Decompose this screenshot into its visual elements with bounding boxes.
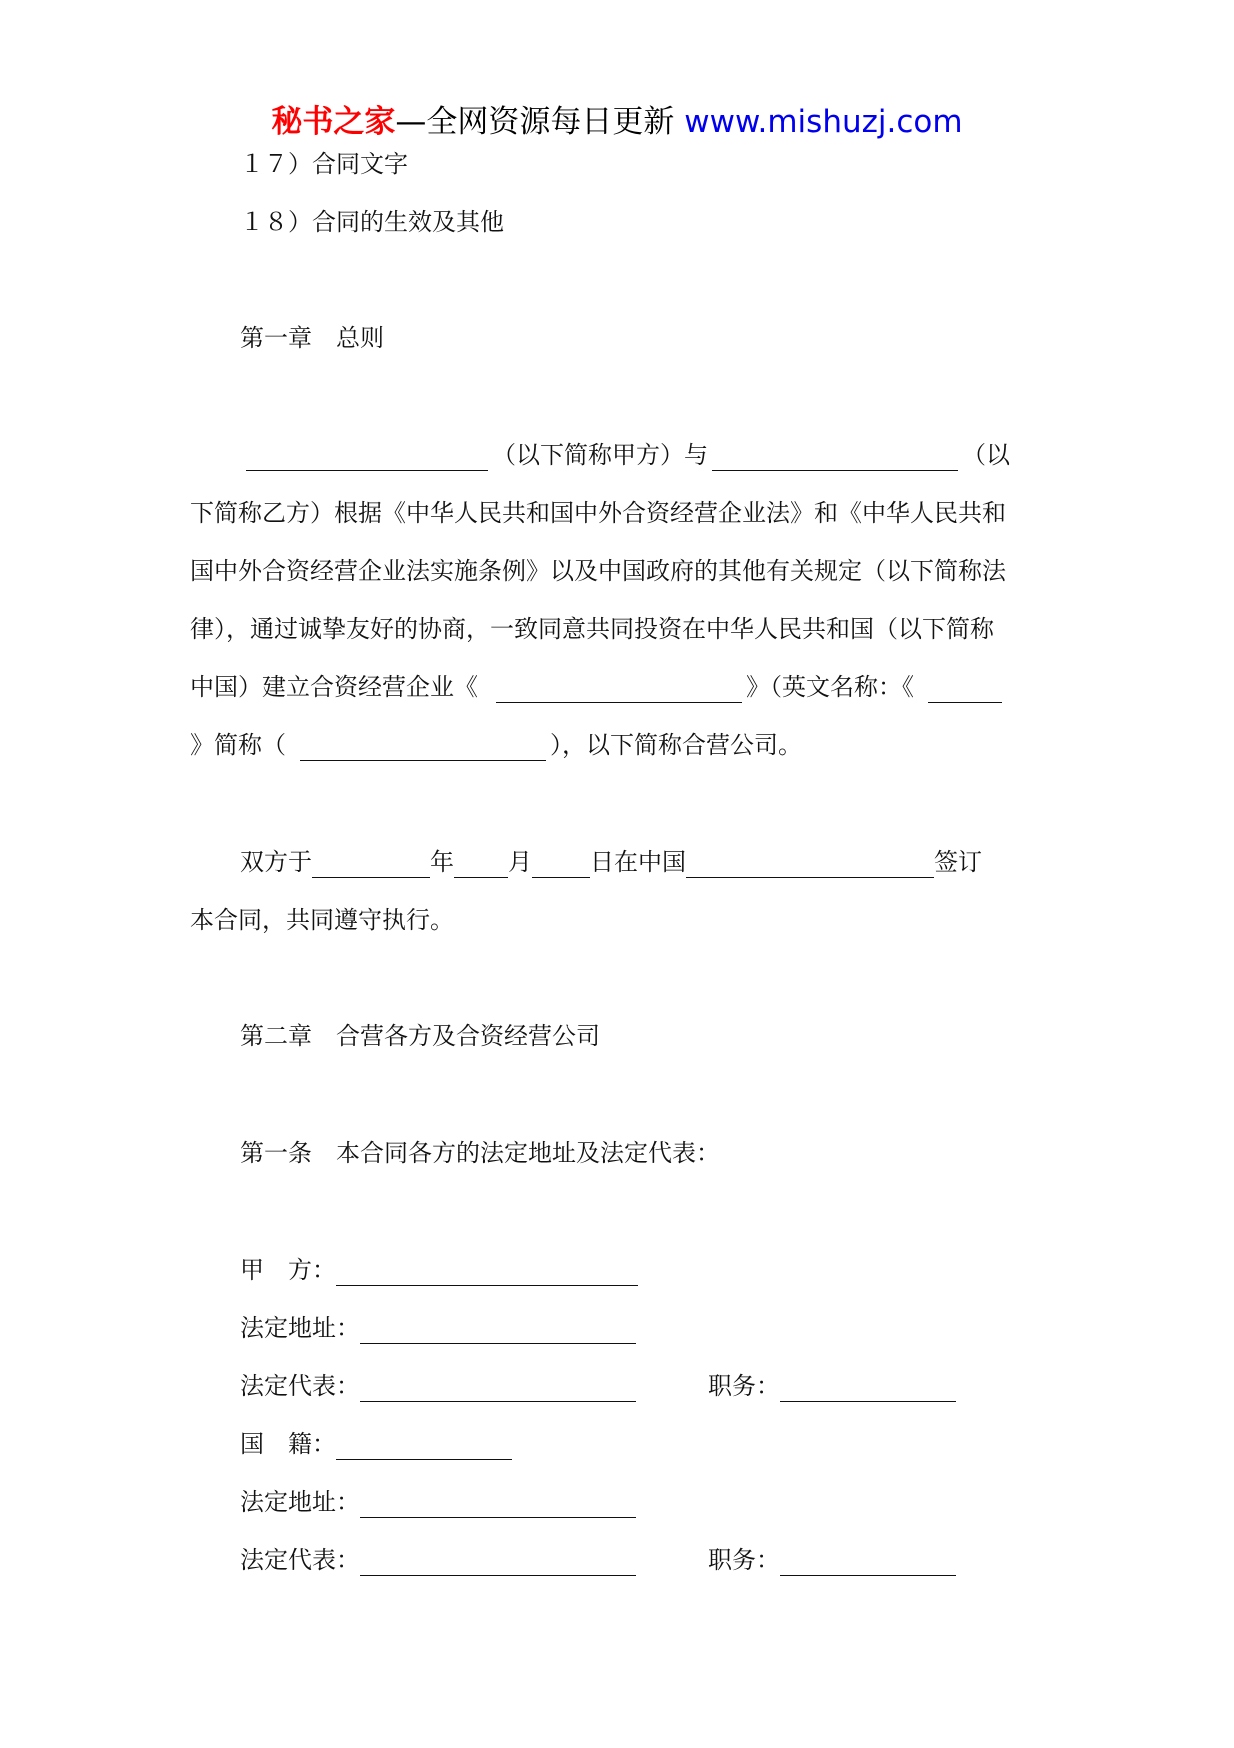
address-field-1[interactable] [360,1319,636,1344]
header-brand: 秘书之家 [271,104,396,140]
party-a-row [240,1254,638,1286]
signing-line-2: 本合同，共同遵守执行。 [190,906,454,934]
intro-text-5a: 中国）建立合资经营企业《 [190,673,478,701]
short-name-blank[interactable] [300,736,546,761]
signing-line-1 [240,846,982,878]
nationality-row [240,1428,512,1460]
rep-row-1 [240,1370,956,1402]
chapter2-number: 第二章 [240,1022,312,1050]
position-label-1: 职务： [708,1372,780,1400]
intro-line-5 [190,671,1006,703]
nationality-field[interactable] [336,1435,512,1460]
signing-day-blank[interactable] [532,853,590,878]
watermark-header [0,102,1234,142]
intro-text-6b: ），以下简称合营公司。 [550,731,802,759]
signing-month-label: 月 [508,848,532,876]
party-a-blank[interactable] [246,446,488,471]
chapter1-number: 第一章 [240,324,312,352]
address-label-2: 法定地址： [240,1488,360,1516]
intro-line-4: 律），通过诚挚友好的协商，一致同意共同投资在中华人民共和国（以下简称 [190,615,994,643]
signing-year-label: 年 [430,848,454,876]
header-tagline: —全网资源每日更新 [395,104,675,140]
article1-title: 本合同各方的法定地址及法定代表： [336,1139,720,1167]
toc-item-17: １７）合同文字 [240,150,408,178]
party-a-field[interactable] [336,1261,638,1286]
intro-text-1a: （以下简称甲方）与 [492,441,708,469]
company-name-blank[interactable] [496,678,742,703]
signing-place-blank[interactable] [686,853,934,878]
party-a-label: 甲 方： [240,1256,336,1284]
signing-text-1: 双方于 [240,848,312,876]
address-field-2[interactable] [360,1493,636,1518]
article1-number: 第一条 [240,1139,312,1167]
intro-line-2: 下简称乙方）根据《中华人民共和国中外合资经营企业法》和《中华人民共和 [190,499,1006,527]
signing-year-blank[interactable] [454,853,508,878]
address-label-1: 法定地址： [240,1314,360,1342]
position-label-2: 职务： [708,1546,780,1574]
nationality-label: 国 籍： [240,1430,336,1458]
header-url[interactable]: www.mishuzj.com [684,104,963,140]
chapter1-heading [240,322,384,354]
party-b-blank[interactable] [712,446,958,471]
position-field-1[interactable] [780,1377,956,1402]
toc-item-18: １８）合同的生效及其他 [240,208,504,236]
intro-text-5b: 》（英文名称：《 [746,673,914,701]
intro-line-3: 国中外合资经营企业法实施条例》以及中国政府的其他有关规定（以下简称法 [190,557,1006,585]
intro-line-6 [190,729,802,761]
signing-place-label: 日在中国 [590,848,686,876]
chapter2-title: 合营各方及合资经营公司 [336,1022,600,1050]
article1-heading [240,1137,720,1169]
chapter2-heading [240,1020,600,1052]
position-field-2[interactable] [780,1551,956,1576]
signing-text-5: 签订 [934,848,982,876]
signing-party-blank[interactable] [312,853,430,878]
rep-label-1: 法定代表： [240,1372,360,1400]
rep-field-1[interactable] [360,1377,636,1402]
address-row-2 [240,1486,636,1518]
rep-field-2[interactable] [360,1551,636,1576]
address-row-1 [240,1312,636,1344]
intro-text-1b: （以 [962,441,1010,469]
intro-text-6a: 》简称（ [190,731,286,759]
chapter1-title: 总则 [336,324,384,352]
intro-line-1 [190,439,1010,471]
english-name-blank[interactable] [928,678,1002,703]
rep-label-2: 法定代表： [240,1546,360,1574]
rep-row-2 [240,1544,956,1576]
